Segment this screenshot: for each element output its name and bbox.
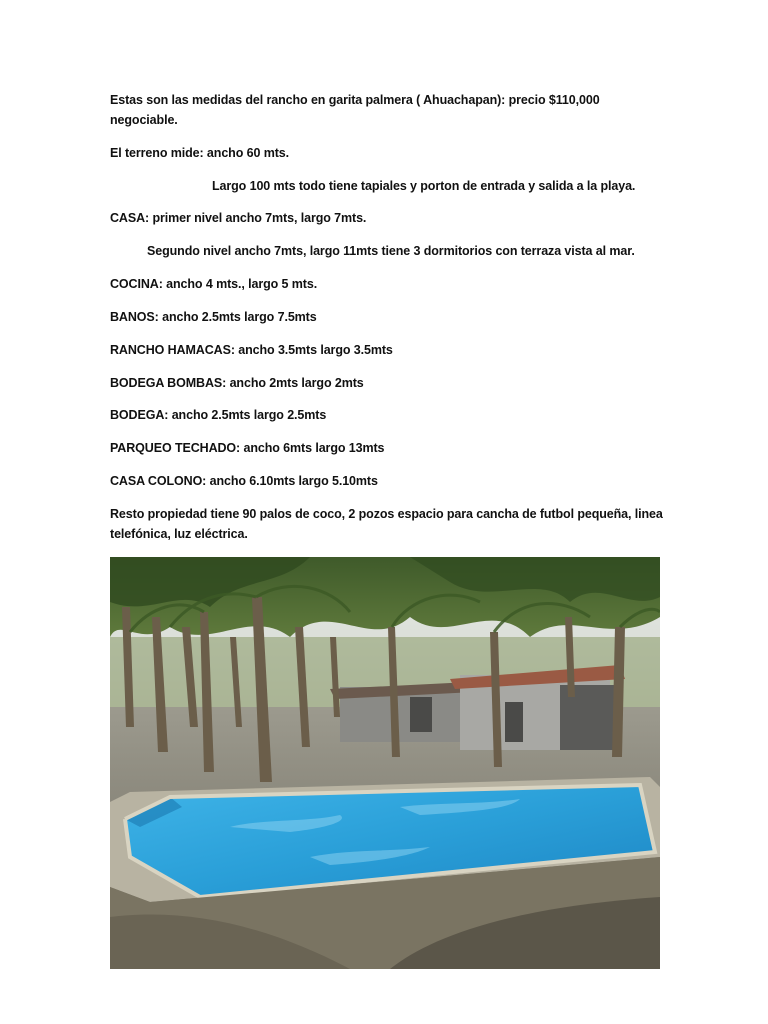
item-parqueo-techado [110, 438, 384, 458]
intro-paragraph: Estas son las medidas del rancho en garita palmera ( Ahuachapan): precio $110,000 negociable. [110, 93, 600, 127]
terreno-line: El terreno mide: ancho 60 mts. [110, 146, 289, 160]
item-banos [110, 307, 317, 327]
item-label: CASA COLONO: [110, 474, 207, 488]
item-rancho-hamacas [110, 340, 393, 360]
item-casa-colono [110, 471, 378, 491]
item-text: ancho 6.10mts largo 5.10mts [209, 474, 378, 488]
item-text: ancho 6mts largo 13mts [243, 441, 385, 455]
item-label: PARQUEO TECHADO: [110, 441, 241, 455]
item-text: ancho 2.5mts largo 2.5mts [171, 408, 327, 422]
item-bodega [110, 405, 326, 425]
casa-segundo-nivel-line: Segundo nivel ancho 7mts, largo 11mts tiene 3 dormitorios con terraza vista al mar. [147, 244, 635, 258]
item-label: BANOS: [110, 310, 159, 324]
resto-paragraph: Resto propiedad tiene 90 palos de coco, 2 pozos espacio para cancha de futbol pequeña, linea telefónica, luz eléctrica. [110, 507, 663, 541]
item-label: BODEGA: [110, 408, 169, 422]
item-bodega-bombas [110, 373, 364, 393]
terreno-largo-line: Largo 100 mts todo tiene tapiales y porton de entrada y salida a la playa. [212, 179, 636, 193]
item-label: COCINA: [110, 277, 163, 291]
item-text: ancho 2.5mts largo 7.5mts [162, 310, 317, 324]
item-label: RANCHO HAMACAS: [110, 343, 235, 357]
item-label: BODEGA BOMBAS: [110, 376, 227, 390]
pool-photo-illustration [110, 557, 660, 969]
item-text: ancho 2mts largo 2mts [229, 376, 364, 390]
item-cocina [110, 274, 317, 294]
casa-primer-nivel-text: primer nivel ancho 7mts, largo 7mts. [152, 211, 367, 225]
casa-primer-nivel-line [110, 208, 366, 228]
casa-label: CASA: [110, 211, 150, 225]
item-text: ancho 4 mts., largo 5 mts. [166, 277, 318, 291]
item-text: ancho 3.5mts largo 3.5mts [238, 343, 393, 357]
pool-photo [110, 557, 660, 969]
